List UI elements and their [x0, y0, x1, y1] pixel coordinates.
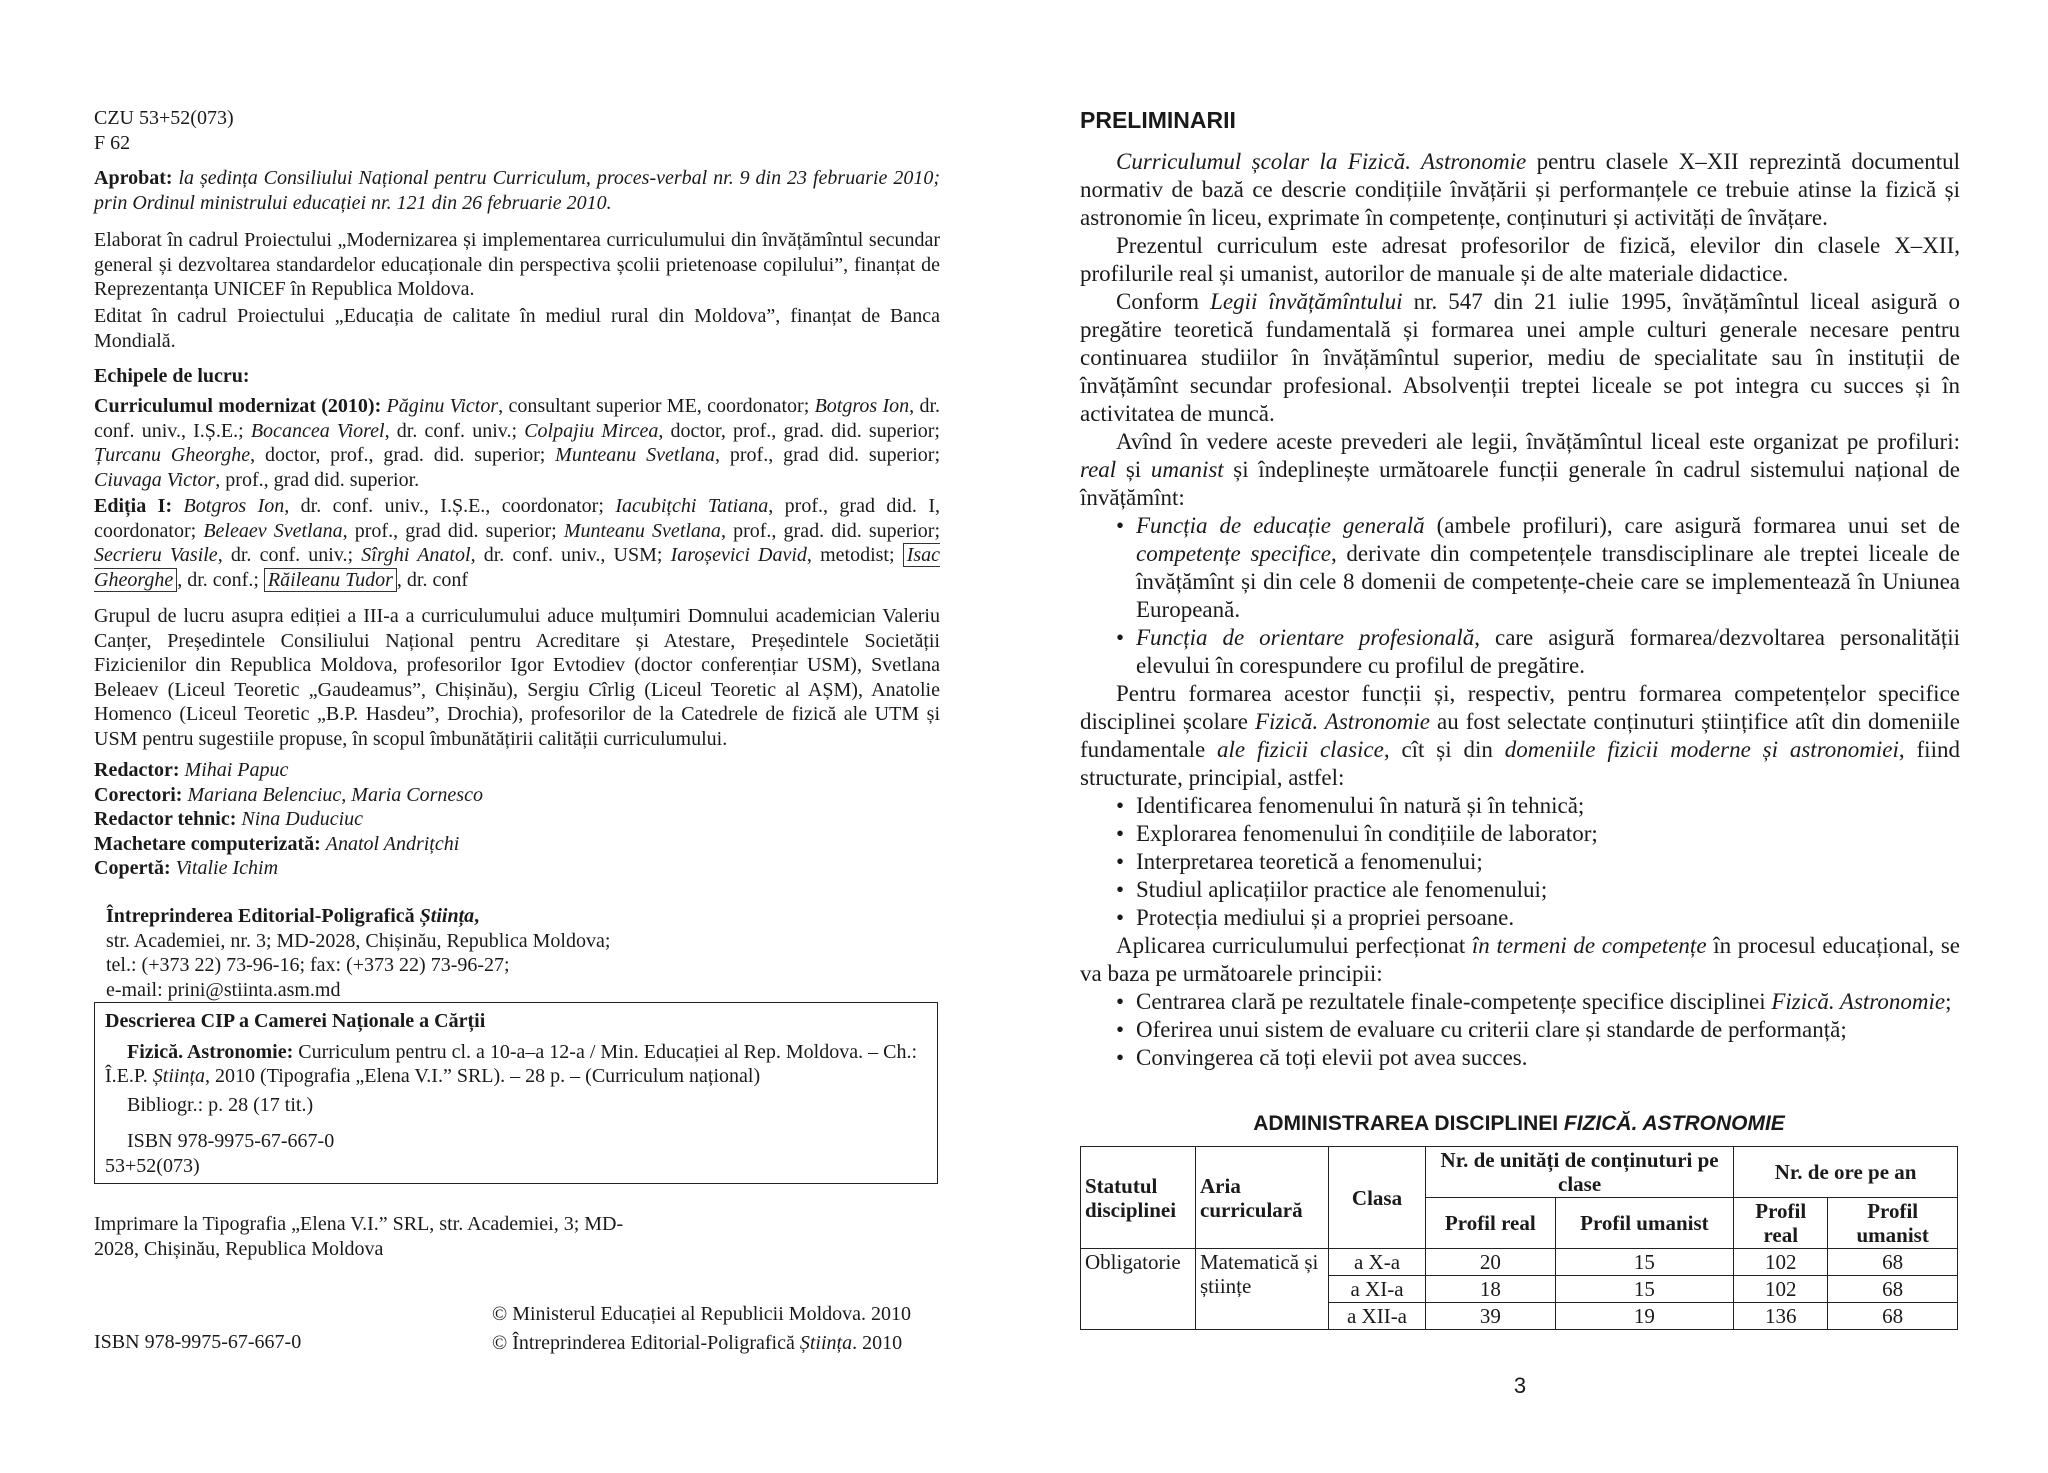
- team-member-role: , consultant superior ME, coordonator;: [498, 395, 815, 417]
- team-member-role: , prof., grad did. superior;: [342, 519, 564, 542]
- credit-label: Redactor:: [94, 759, 180, 781]
- cell-value: 68: [1828, 1276, 1958, 1303]
- team-member-name: Munteanu Svetlana: [563, 519, 721, 542]
- cell-value: 39: [1426, 1303, 1556, 1330]
- team-member-role: , metodist;: [806, 544, 903, 566]
- f1-text: , derivate din competențele transdisciplinare ale treptei liceale de învățămînt și din cele 8 domenii de competențe-cheie care se implementează în Uniunea Europeană.: [1136, 541, 1960, 622]
- f1-text: (ambele profiluri), care asigură formarea unui set de: [1424, 513, 1960, 538]
- preliminarii-heading: [1080, 106, 1960, 134]
- credit-value: Vitalie Ichim: [175, 857, 279, 879]
- p1-text: pentru clasele X–XII reprezintă documentul normativ de bază ce descrie condițiile învățării și performanțele ce trebuie atinse la fizică și astronomie în liceu, exprimate în competențe, conținuturi și activități de învățare.: [1080, 149, 1960, 230]
- list-item: [1080, 988, 1960, 1016]
- cell-value: 68: [1828, 1249, 1958, 1276]
- cip-title: Fizică. Astronomie:: [127, 1040, 294, 1063]
- list-item: • Convingerea că toți elevii pot avea succes.: [1080, 1044, 1960, 1072]
- copyright-block: [492, 1302, 952, 1355]
- team-member-name: Ciuvaga Victor: [94, 468, 216, 491]
- team-member-role: , prof., grad did. superior.: [215, 468, 420, 491]
- list-item: • Studiul aplicațiilor practice ale fenomenului;: [1080, 876, 1960, 904]
- publisher-address: str. Academiei, nr. 3; MD-2028, Chișinău, Republica Moldova;: [106, 929, 611, 952]
- p6-text: în procesul educațional, se va baza pe următoarele principii:: [1080, 933, 1960, 986]
- editat-block: [94, 304, 940, 353]
- table-title: [1080, 1112, 1958, 1136]
- p5-text: , fiind structurate, principial, astfel:: [1080, 737, 1960, 790]
- header-aria: Aria curriculară: [1196, 1147, 1329, 1249]
- content-list: [1080, 792, 1960, 932]
- p4-text: și îndeplinește următoarele funcții generale în cadrul sistemului național de învățămînt:: [1080, 457, 1960, 510]
- team-member-name-boxed: Răileanu Tudor: [264, 568, 397, 592]
- paragraph-5: [1080, 680, 1960, 792]
- team-member-role: , dr. conf: [396, 568, 469, 591]
- list-item: [1080, 624, 1960, 680]
- cip-bibliography: Bibliogr.: p. 28 (17 tit.): [127, 1093, 314, 1116]
- page-number: 3: [1513, 1373, 1527, 1398]
- p5-italic: domeniile fizicii moderne și astronomiei: [1504, 737, 1899, 762]
- cell-clasa: a X-a: [1329, 1249, 1426, 1276]
- team-member-name: Botgros Ion: [814, 395, 910, 417]
- team-member-role: , prof., grad did. I, coordonator;: [94, 495, 941, 542]
- team-member-name: Munteanu Svetlana: [555, 444, 716, 466]
- acknowledgements: [94, 604, 940, 751]
- team-member-role: , prof., grad did. superior;: [715, 444, 940, 466]
- team-member-name: Botgros Ion: [183, 495, 285, 517]
- copyright-publisher-text: © Întreprinderea Editorial-Poligrafică: [492, 1331, 800, 1354]
- cell-value: 136: [1734, 1303, 1828, 1330]
- header-profil-real: Profil real: [1734, 1198, 1828, 1249]
- publisher-name: [106, 904, 906, 929]
- p4-italic: real: [1080, 457, 1117, 482]
- credit-label: Copertă:: [94, 857, 171, 879]
- cip-desc-italic: Știința: [152, 1065, 206, 1087]
- copyright-publisher: [492, 1331, 952, 1356]
- team-member-name: Bocancea Viorel: [250, 419, 385, 442]
- edition-team-label: Ediția I:: [94, 495, 173, 517]
- p4-italic: umanist: [1150, 457, 1224, 482]
- f2-italic: Funcția de orientare profesională: [1136, 625, 1475, 650]
- credits-list: [94, 758, 940, 881]
- cell-value: 15: [1555, 1249, 1734, 1276]
- p3-italic: Legii învățămîntului: [1210, 289, 1403, 314]
- team-member-role: , dr. conf. univ., I.Ș.E.;: [94, 395, 940, 442]
- administration-table: [1080, 1146, 1958, 1330]
- p3-text: Conform: [1116, 289, 1211, 314]
- cell-statut: Obligatorie: [1081, 1249, 1196, 1330]
- table-header-row: [1081, 1147, 1958, 1198]
- p5-italic: ale fizicii clasice: [1217, 737, 1384, 762]
- pr1-text: Centrarea clară pe rezultatele finale-competențe specifice disciplinei: [1136, 989, 1772, 1014]
- credit-label: Redactor tehnic:: [94, 808, 237, 830]
- publisher-block: [106, 904, 906, 1002]
- copyright-publisher-italic: Știința: [799, 1331, 853, 1354]
- list-item: • Protecția mediului și a propriei persoane.: [1080, 904, 1960, 932]
- cell-value: 15: [1555, 1276, 1734, 1303]
- p5-text: au fost selectate conținuturi științifice atît din domeniile fundamentale: [1080, 709, 1960, 762]
- principles-list: [1080, 988, 1960, 1072]
- header-profil-umanist: Profil umanist: [1555, 1198, 1734, 1249]
- list-item: [1080, 512, 1960, 624]
- p6-text: Aplicarea curriculumului perfecționat: [1116, 933, 1472, 958]
- elaborat-block: [94, 228, 940, 302]
- team-member-name: Beleaev Svetlana: [203, 519, 343, 542]
- p5-text: Pentru formarea acestor funcții și, respectiv, pentru formarea competențelor specifice disciplinei școlare: [1080, 681, 1960, 734]
- team-member-name: Secrieru Vasile: [94, 544, 218, 566]
- approval-label: Aprobat:: [94, 167, 173, 189]
- cip-desc-part: Curriculum pentru cl. a 10-a–a 12-a / Min. Educației al Rep. Moldova. – Ch.: Î.E.P.: [105, 1040, 918, 1087]
- credit-value: Mihai Papuc: [184, 759, 289, 781]
- cip-desc-part: , 2010 (Tipografia „Elena V.I.” SRL). – 28 p. – (Curriculum național): [205, 1065, 761, 1087]
- p4-text: Avînd în vedere aceste prevederi ale legii, învățămîntul liceal este organizat pe profiluri:: [1116, 429, 1960, 454]
- elaborat-text: Elaborat în cadrul Proiectului „Modernizarea și implementarea curriculumului din învățămîntul secundar general și dezvoltarea standardelor educaționale din perspectiva școlii prietenoase copilului”, finanțat de Reprezentanța UNICEF în Republica Moldova.: [94, 229, 940, 300]
- team-member-name-boxed: Isac Gheorghe: [94, 544, 941, 591]
- cell-aria: Matematică și științe: [1196, 1249, 1329, 1330]
- credit-line: [94, 832, 940, 857]
- table-row: [1081, 1249, 1958, 1276]
- paragraph-6: [1080, 932, 1960, 988]
- credit-value: Nina Duduciuc: [241, 808, 364, 830]
- cell-value: 18: [1426, 1276, 1556, 1303]
- p6-italic: în termeni de competențe: [1471, 933, 1707, 958]
- list-item: • Identificarea fenomenului în natură și în tehnică;: [1080, 792, 1960, 820]
- header-profil-umanist: Profil umanist: [1828, 1198, 1958, 1249]
- credit-line: [94, 758, 940, 783]
- publisher-email: e-mail: prini@stiinta.asm.md: [106, 978, 341, 1001]
- credit-label: Corectori:: [94, 783, 183, 806]
- teams-heading-text: Echipele de lucru:: [94, 365, 250, 387]
- team-member-name: Țurcanu Gheorghe: [94, 444, 251, 466]
- cell-clasa: a XII-a: [1329, 1303, 1426, 1330]
- cell-value: 20: [1426, 1249, 1556, 1276]
- publisher-phone: tel.: (+373 22) 73-96-16; fax: (+373 22) 73-96-27;: [106, 954, 510, 976]
- credit-line: [94, 807, 940, 832]
- team-member-role: , doctor, prof., grad. did. superior;: [658, 419, 940, 442]
- czu-text: CZU 53+52(073): [94, 107, 234, 129]
- isbn-bottom: [94, 1330, 394, 1355]
- team-member-role: , dr. conf.;: [177, 568, 264, 591]
- cell-value: 102: [1734, 1276, 1828, 1303]
- cip-heading: Descrierea CIP a Camerei Naționale a Cărții: [105, 1010, 486, 1032]
- cell-clasa: a XI-a: [1329, 1276, 1426, 1303]
- publisher-name-end: ,: [474, 905, 480, 927]
- credit-label: Machetare computerizată:: [94, 832, 321, 855]
- list-item: • Explorarea fenomenului în condițiile de laborator;: [1080, 820, 1960, 848]
- cell-value: 19: [1555, 1303, 1734, 1330]
- cip-description: [105, 1040, 927, 1089]
- list-item: • Oferirea unui sistem de evaluare cu criterii clare și standarde de performanță;: [1080, 1016, 1960, 1044]
- credit-value: Mariana Belenciuc, Maria Cornesco: [187, 783, 483, 806]
- credit-line: [94, 783, 940, 808]
- acknowledgements-text: Grupul de lucru asupra ediției a III-a a curriculumului aduce mulțumiri Domnului academician Valeriu Canțer, Președintele Consiliului Național pentru Acreditare și Atestare, Președintele Societății Fizicienilor din Republica Moldova, profesorilor Igor Evtodiev (doctor conferențiar USM), Svetlana Beleaev (Liceul Teoretic „Gaudeamus”, Chișinău), Sergiu Cîrlig (Liceul Teoretic al AȘM), Anatolie Homenco (Liceul Teoretic „B.P. Hasdeu”, Drochia), profesorilor de la Catedrele de fizică ale UTM și USM pentru sugestiile propuse, în scopul îmbunătățirii calității curriculumului.: [94, 605, 940, 750]
- team-member-name: Iacubițchi Tatiana: [615, 495, 769, 517]
- p2-text: Prezentul curriculum este adresat profesorilor de fizică, elevilor din clasele X–XII, profilurile real și umanist, autorilor de manuale și de alte materiale didactice.: [1080, 233, 1960, 286]
- f1-italic: competențe specifice: [1136, 541, 1331, 566]
- paragraph-3: [1080, 288, 1960, 428]
- credit-line: [94, 856, 940, 881]
- f1-italic: Funcția de educație generală: [1136, 513, 1425, 538]
- header-clasa: Clasa: [1329, 1147, 1426, 1249]
- p3-text: nr. 547 din 21 iulie 1995, învățămîntul liceal asigură o pregătire teoretică fundamentală și formarea unei ample culturi generale necesare pentru continuarea studiilor în învățămîntul superior, mediu de specialitate sau în instituții de învățămînt secundar profesional. Absolvenții treptei liceale se pot integra cu succes și în activitatea de muncă.: [1080, 289, 1960, 426]
- paragraph-1: [1080, 148, 1960, 232]
- team-member-role: , dr. conf. univ.;: [384, 419, 525, 442]
- list-item: • Interpretarea teoretică a fenomenului;: [1080, 848, 1960, 876]
- table-title-text: ADMINISTRAREA DISCIPLINEI: [1253, 1112, 1564, 1135]
- table-title-italic: FIZICĂ. ASTRONOMIE: [1563, 1112, 1785, 1135]
- cip-box: [94, 1002, 938, 1184]
- p1-italic: Curriculumul școlar la Fizică. Astronomie: [1116, 149, 1527, 174]
- teams-heading: [94, 364, 940, 389]
- team-member-role: , dr. conf. univ., USM;: [470, 544, 671, 566]
- team-member-role: , prof., grad. did. superior;: [720, 519, 940, 542]
- header-unitati: Nr. de unități de conținuturi pe clase: [1426, 1147, 1734, 1198]
- editat-text: Editat în cadrul Proiectului „Educația de calitate în mediul rural din Moldova”, finanțat de Banca Mondială.: [94, 305, 940, 352]
- pr1-text: ;: [1945, 989, 1952, 1014]
- cell-value: 68: [1828, 1303, 1958, 1330]
- curriculum-team: [94, 394, 940, 492]
- approval-text: la ședința Consiliului Național pentru Curriculum, proces-verbal nr. 9 din 23 februarie 2010; prin Ordinul ministrului educației nr. 121 din 26 februarie 2010.: [94, 167, 940, 214]
- section-heading: PRELIMINARII: [1080, 107, 1236, 133]
- publisher-name-text: Întreprinderea Editorial-Poligrafică: [106, 905, 420, 927]
- isbn-bottom-text: ISBN 978-9975-67-667-0: [94, 1331, 302, 1353]
- cell-value: 102: [1734, 1249, 1828, 1276]
- pr1-italic: Fizică. Astronomie: [1771, 989, 1946, 1014]
- f-code-text: F 62: [94, 131, 131, 154]
- header-ore: Nr. de ore pe an: [1734, 1147, 1958, 1198]
- header-profil-real: Profil real: [1426, 1198, 1556, 1249]
- p4-text: și: [1116, 457, 1151, 482]
- paragraph-4: [1080, 428, 1960, 512]
- publisher-name-italic: Știința: [419, 905, 475, 927]
- p5-text: , cît și din: [1383, 737, 1505, 762]
- team-member-name: Colpajiu Mircea: [524, 419, 659, 442]
- edition-team: [94, 494, 940, 592]
- curriculum-team-label: Curriculumul modernizat (2010):: [94, 395, 382, 417]
- credit-value: Anatol Andrițchi: [325, 832, 460, 855]
- copyright-publisher-year: . 2010: [852, 1331, 903, 1354]
- paragraph-2: [1080, 232, 1960, 288]
- copyright-ministry: © Ministerul Educației al Republicii Moldova. 2010: [492, 1303, 912, 1325]
- print-info-text: Imprimare la Tipografia „Elena V.I.” SRL, str. Academiei, 3; MD-2028, Chișinău, Republica Moldova: [94, 1213, 624, 1260]
- header-statut: Statutul disciplinei: [1081, 1147, 1196, 1249]
- preliminarii-body: [1080, 148, 1960, 1072]
- czu-code: [94, 106, 940, 155]
- team-member-role: , dr. conf. univ.;: [217, 544, 362, 566]
- team-member-role: , doctor, prof., grad. did. superior;: [250, 444, 556, 466]
- f2-text: , care asigură formarea/dezvoltarea personalității elevului în corespundere cu profilul de pregătire.: [1136, 625, 1960, 678]
- cip-code: 53+52(073): [105, 1154, 200, 1177]
- team-member-name: Iaroșevici David: [670, 544, 807, 566]
- team-member-name: Sîrghi Anatol: [361, 544, 471, 566]
- team-member-role: , dr. conf. univ., I.Ș.E., coordonator;: [284, 495, 616, 517]
- cip-isbn: ISBN 978-9975-67-667-0: [127, 1130, 335, 1152]
- team-member-name: Păginu Victor: [386, 395, 499, 417]
- approval-block: [94, 166, 940, 215]
- print-info: [94, 1212, 654, 1261]
- p5-italic: Fizică. Astronomie: [1254, 709, 1430, 734]
- functions-list: [1080, 512, 1960, 680]
